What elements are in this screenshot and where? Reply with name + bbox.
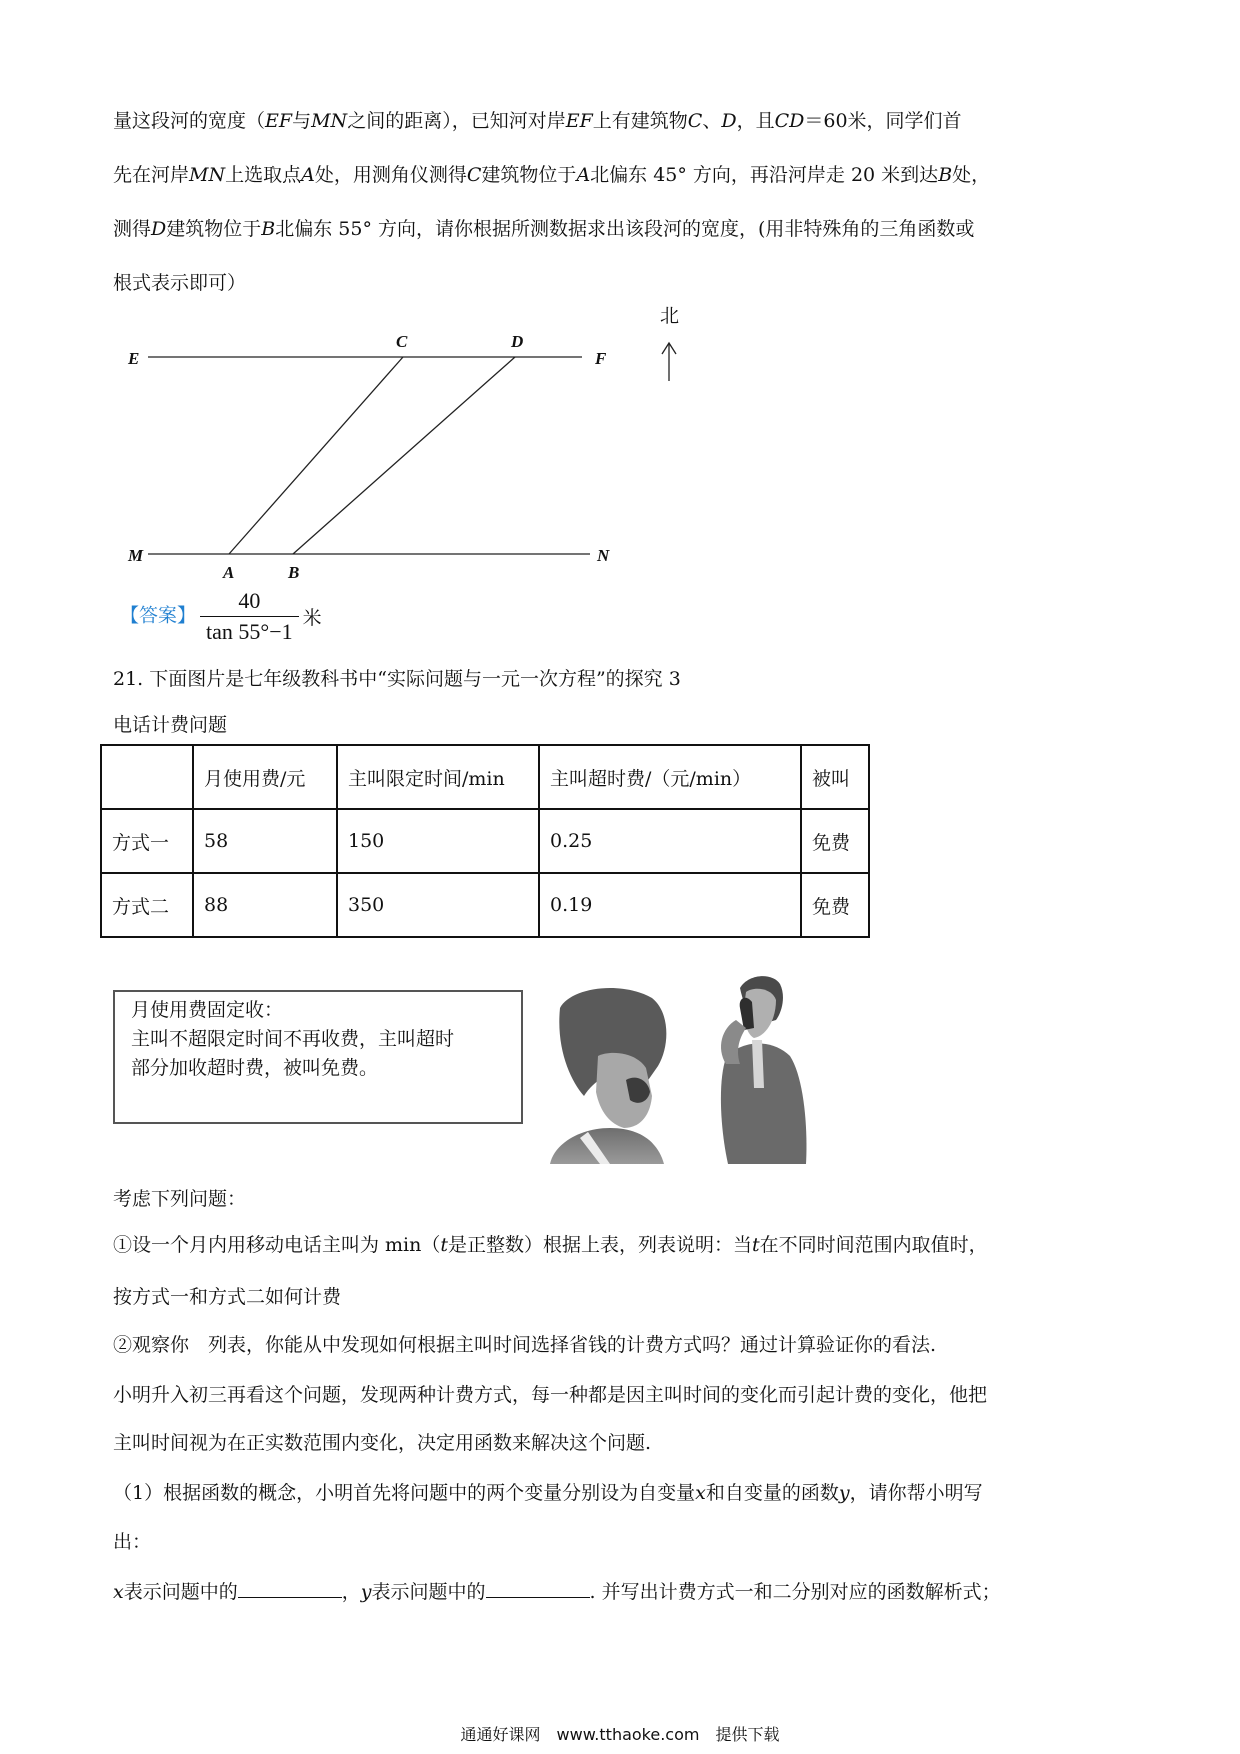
table-header-cell: 被叫	[801, 745, 869, 809]
label-E: E	[128, 349, 140, 368]
table-cell: 58	[193, 809, 337, 873]
question-21-subtitle: 电话计费问题	[113, 714, 228, 736]
answer-unit: 米	[302, 607, 322, 629]
river-diagram	[0, 0, 1240, 600]
table-header-cell: 月使用费/元	[193, 745, 337, 809]
table-header-cell: 主叫限定时间/min	[337, 745, 539, 809]
xiaoming-paragraph-line-1: 小明升入初三再看这个问题，发现两种计费方式，每一种都是因主叫时间的变化而引起计费的变化，他把	[113, 1384, 988, 1406]
note-line: 主叫不超限定时间不再收费，主叫超时	[131, 1028, 455, 1050]
answer-fraction	[200, 588, 299, 645]
table-cell: 免费	[801, 809, 869, 873]
sub-question-1-cont: 出：	[113, 1531, 152, 1553]
table-row	[101, 873, 869, 937]
label-M: M	[128, 546, 144, 565]
note-line: 部分加收超时费，被叫免费。	[131, 1057, 379, 1079]
table-header-row	[101, 745, 869, 809]
table-cell: 150	[337, 809, 539, 873]
answer-blank-x[interactable]	[238, 1579, 342, 1598]
label-D: D	[511, 332, 524, 351]
question-21-intro: 21. 下面图片是七年级教科书中“实际问题与一元一次方程”的探究 3	[113, 668, 681, 690]
table-header-cell: 主叫超时费/（元/min）	[539, 745, 801, 809]
man-on-phone	[721, 976, 807, 1164]
question-part-2: ②观察你 列表，你能从中发现如何根据主叫时间选择省钱的计费方式吗？通过计算验证你的看法.	[113, 1334, 937, 1356]
consider-heading: 考虑下列问题：	[113, 1188, 247, 1210]
page-footer: 通通好课网 www.tthaoke.com 提供下载	[460, 1725, 780, 1744]
label-B: B	[288, 563, 300, 582]
table-row	[101, 809, 869, 873]
table-cell: 0.25	[539, 809, 801, 873]
problem-line-1: 量这段河的宽度（EF与MN之间的距离），已知河对岸EF上有建筑物C、D，且CD＝60米，同学们首	[113, 110, 962, 132]
label-A: A	[223, 563, 235, 582]
billing-note-box	[113, 990, 523, 1124]
table-cell: 方式一	[101, 809, 193, 873]
problem-line-3: 测得D建筑物位于B北偏东 55° 方向，请你根据所测数据求出该段河的宽度，(用非特殊角的三角函数或	[113, 218, 975, 240]
phone-callers-illustration	[540, 968, 860, 1164]
segment-AC	[229, 357, 403, 554]
label-C: C	[396, 332, 408, 351]
segment-BD	[293, 357, 515, 554]
north-label: 北	[660, 305, 680, 327]
table-header-cell	[101, 745, 193, 809]
xiaoming-paragraph-line-2: 主叫时间视为在正实数范围内变化，决定用函数来解决这个问题.	[113, 1432, 652, 1454]
problem-line-2: 先在河岸MN上选取点A处，用测角仪测得C建筑物位于A北偏东 45° 方向，再沿河岸走 20 米到达B处，	[113, 164, 991, 186]
sub-question-1-blanks: x表示问题中的 ，y表示问题中的 . 并写出计费方式一和二分别对应的函数解析式；	[113, 1581, 1001, 1603]
answer-label: 【答案】	[120, 604, 197, 627]
answer-row	[120, 588, 322, 645]
answer-numerator: 40	[200, 588, 299, 617]
table-cell: 方式二	[101, 873, 193, 937]
question-part-1: ①设一个月内用移动电话主叫为 min（t是正整数）根据上表，列表说明：当t在不同时间范围内取值时，	[113, 1234, 988, 1256]
answer-denominator: tan 55°−1	[206, 619, 293, 644]
table-cell: 350	[337, 873, 539, 937]
note-line: 月使用费固定收：	[131, 999, 284, 1021]
question-part-1-cont: 按方式一和方式二如何计费	[113, 1286, 342, 1308]
table-cell: 0.19	[539, 873, 801, 937]
table-cell: 88	[193, 873, 337, 937]
answer-blank-y[interactable]	[486, 1579, 590, 1598]
problem-line-4: 根式表示即可）	[113, 272, 247, 294]
fee-table	[100, 744, 870, 938]
label-F: F	[595, 349, 607, 368]
table-cell: 免费	[801, 873, 869, 937]
sub-question-1: （1）根据函数的概念，小明首先将问题中的两个变量分别设为自变量x和自变量的函数y，请你帮小明写	[113, 1482, 983, 1504]
label-N: N	[597, 546, 610, 565]
woman-on-phone	[550, 988, 666, 1164]
